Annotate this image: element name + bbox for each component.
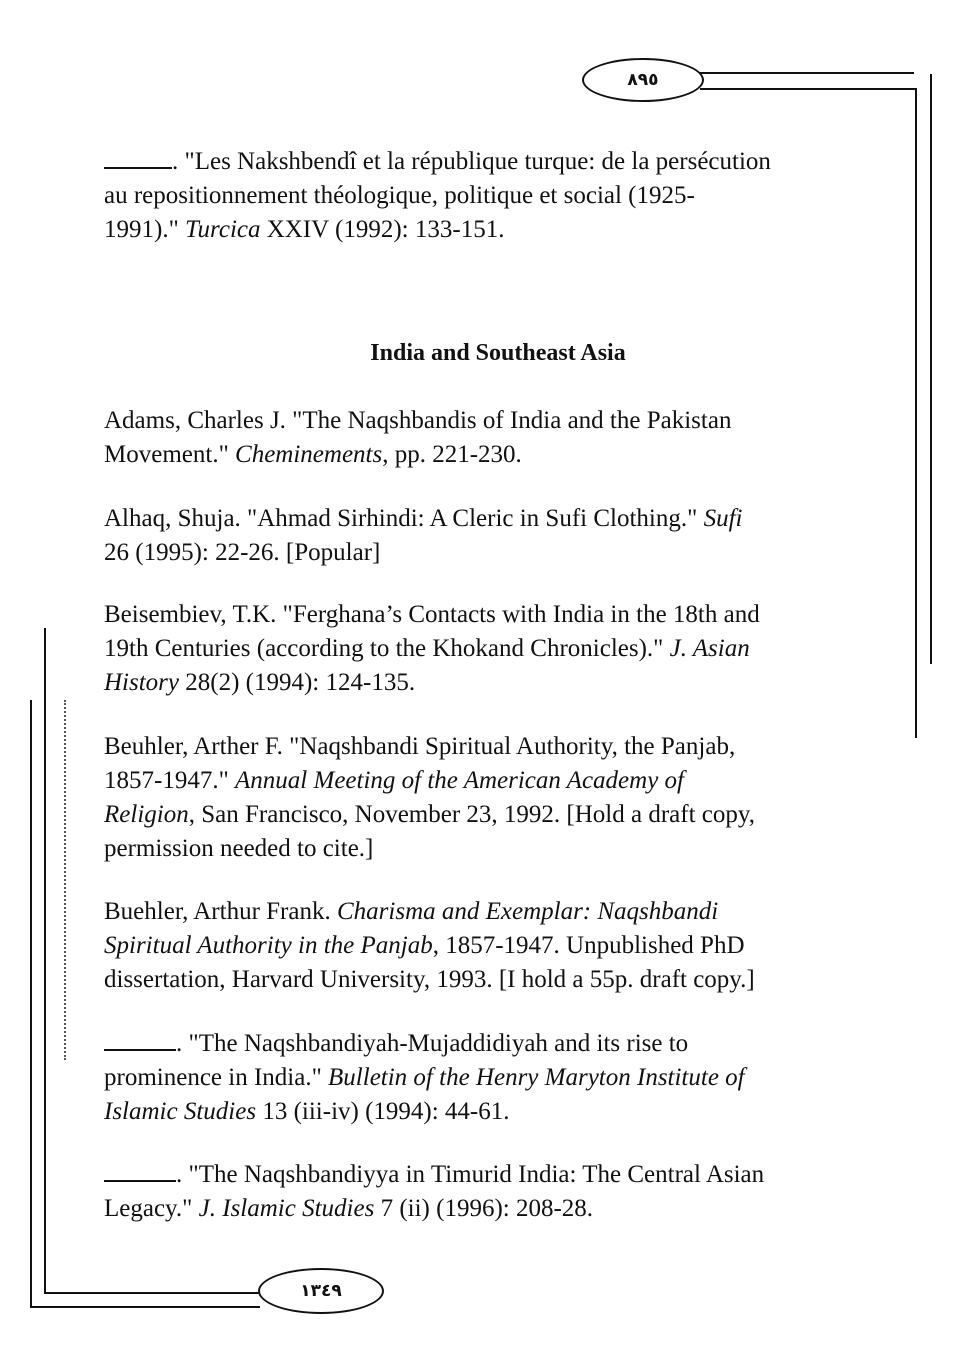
frame-bottom-line xyxy=(44,1292,260,1294)
entry-text: . "The Naqshbandiyah-Mujaddidiyah and its rise to xyxy=(176,1030,689,1057)
entry-text: 13 (iii-iv) (1994): 44-61. xyxy=(256,1098,510,1125)
frame-top-line-inner xyxy=(700,88,916,90)
frame-right-line-inner xyxy=(915,88,917,738)
entry-title-italic: Annual Meeting of the American Academy of xyxy=(235,767,684,794)
entry-text: 26 (1995): 22-26. [Popular] xyxy=(104,539,381,566)
ditto-blank xyxy=(104,1162,176,1182)
frame-bottom-line-inner xyxy=(30,1306,260,1308)
entry-title-italic: Spiritual Authority in the Panjab xyxy=(104,932,433,959)
entry-text: prominence in India." xyxy=(104,1064,329,1091)
entry-text: , pp. 221-230. xyxy=(382,441,522,468)
entry-text: Buehler, Arthur Frank. xyxy=(104,898,337,925)
page-number-bottom-text: ١٣٤٩ xyxy=(300,1281,342,1301)
entry-text: permission needed to cite.] xyxy=(104,835,374,862)
entry-title-italic: Religion xyxy=(104,801,189,828)
entry-text: Beisembiev, T.K. "Ferghana’s Contacts with India in the 18th and xyxy=(104,601,760,628)
entry-text: Movement." xyxy=(104,441,236,468)
frame-left-line-inner xyxy=(30,700,32,1308)
page-number-bottom xyxy=(258,1268,384,1314)
page-number-top xyxy=(582,58,704,102)
entry-title-italic: Islamic Studies xyxy=(104,1098,257,1125)
bibliography-entry xyxy=(104,1158,904,1226)
bibliography-entry xyxy=(104,730,904,866)
entry-text: 28(2) (1994): 124-135. xyxy=(179,669,416,696)
margin-dots xyxy=(64,700,68,1060)
entry-text: . "Les Nakshbendî et la république turque: de la persécution xyxy=(172,148,771,175)
entry-text: dissertation, Harvard University, 1993. [I hold a 55p. draft copy.] xyxy=(104,966,755,993)
bibliography-entry xyxy=(104,1027,904,1129)
frame-left-line xyxy=(44,628,46,1294)
entry-title-italic: Bulletin of the Henry Maryton Institute of xyxy=(328,1064,745,1091)
entry-text: 19th Centuries (according to the Khokand Chronicles)." xyxy=(104,635,670,662)
entry-text: Beuhler, Arther F. "Naqshbandi Spiritual Authority, the Panjab, xyxy=(104,733,736,760)
frame-top-line xyxy=(700,72,914,74)
bibliography-entry xyxy=(104,404,904,472)
section-heading: India and Southeast Asia xyxy=(370,340,626,366)
ditto-blank xyxy=(104,1031,176,1051)
entry-text: XXIV (1992): 133-151. xyxy=(260,216,505,243)
entry-text: , San Francisco, November 23, 1992. [Hold a draft copy, xyxy=(188,801,756,828)
entry-text: Legacy." xyxy=(104,1195,199,1222)
entry-text: 1857-1947." xyxy=(104,767,236,794)
entry-text: , 1857-1947. Unpublished PhD xyxy=(432,932,745,959)
bibliography-entry xyxy=(104,895,904,997)
entry-title-italic: J. Asian xyxy=(669,635,750,662)
ditto-blank xyxy=(104,149,172,169)
entry-text: Adams, Charles J. "The Naqshbandis of India and the Pakistan xyxy=(104,407,732,434)
entry-title-italic: Sufi xyxy=(703,505,743,532)
bibliography-entry xyxy=(104,502,904,570)
entry-text: Alhaq, Shuja. "Ahmad Sirhindi: A Cleric in Sufi Clothing." xyxy=(104,505,704,532)
entry-title-italic: Cheminements xyxy=(235,441,383,468)
entry-text: au repositionnement théologique, politique et social (1925- xyxy=(104,182,695,209)
entry-title-italic: J. Islamic Studies xyxy=(198,1195,375,1222)
entry-title-italic: History xyxy=(104,669,179,696)
entry-text: 7 (ii) (1996): 208-28. xyxy=(374,1195,594,1222)
bibliography-entry xyxy=(104,145,904,247)
entry-text: . "The Naqshbandiyya in Timurid India: The Central Asian xyxy=(176,1161,765,1188)
entry-title-italic: Turcica xyxy=(185,216,261,243)
entry-title-italic: Charisma and Exemplar: Naqshbandi xyxy=(336,898,719,925)
entry-text: 1991)." xyxy=(104,216,186,243)
frame-right-line xyxy=(930,74,932,664)
bibliography-entry xyxy=(104,598,904,700)
page-number-top-text: ٨٩٥ xyxy=(627,70,659,90)
